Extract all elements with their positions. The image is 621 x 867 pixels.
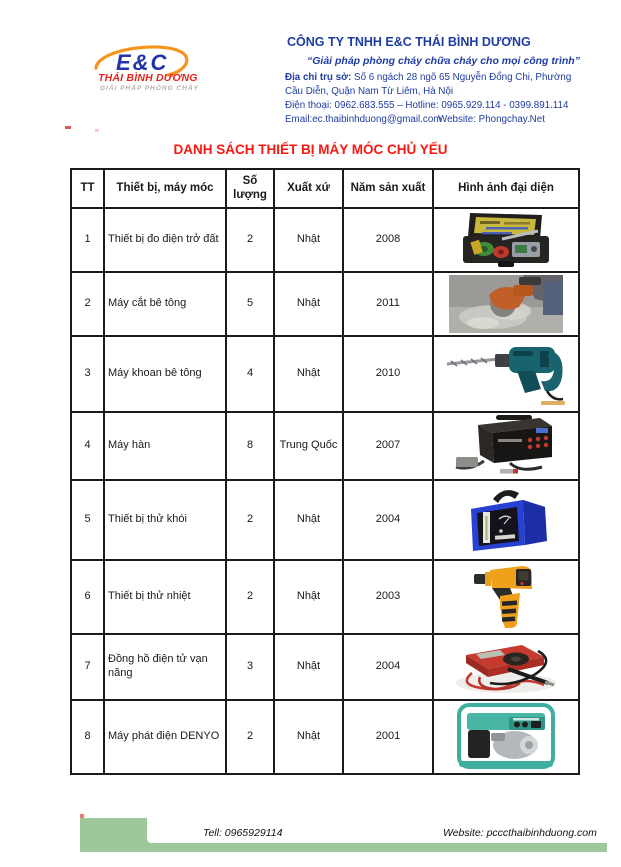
logo-brand-text: E&C [116,50,169,75]
equipment-origin: Nhật [274,480,343,560]
equipment-name: Thiết bị thử nhiệt [104,560,226,634]
digital-multimeter-image [450,637,562,697]
equipment-origin: Nhật [274,336,343,412]
address-label: Địa chỉ trụ sở: [285,72,352,83]
row-index: 7 [71,634,104,700]
red-mark-artifact [65,126,71,129]
equipment-year: 2003 [343,560,433,634]
equipment-name: Máy khoan bê tông [104,336,226,412]
equipment-image-cell [433,336,579,412]
equipment-qty: 2 [226,208,274,272]
company-name: CÔNG TY TNHH E&C THÁI BÌNH DƯƠNG [287,35,531,49]
equipment-name: Máy phát điện DENYO [104,700,226,774]
equipment-qty: 2 [226,480,274,560]
denyo-generator-image [453,703,559,771]
row-index: 6 [71,560,104,634]
equipment-name: Đồng hồ điện tử vạn năng [104,634,226,700]
equipment-year: 2011 [343,272,433,336]
row-index: 3 [71,336,104,412]
equipment-qty: 4 [226,336,274,412]
equipment-image-cell [433,480,579,560]
row-index: 2 [71,272,104,336]
footer-phone: Tell: 0965929114 [203,827,283,839]
table-row [71,272,579,336]
table-row [71,560,579,634]
equipment-name: Máy hàn [104,412,226,480]
logo-tagline: GIẢI PHÁP PHÒNG CHÁY [100,85,199,92]
table-row [71,336,579,412]
welding-machine-image [450,415,562,477]
page-title: DANH SÁCH THIẾT BỊ MÁY MÓC CHỦ YẾU [173,142,448,157]
company-slogan: “Giải pháp phòng cháy chữa cháy cho mọi công trình” [307,55,580,67]
equipment-image-cell [433,412,579,480]
equipment-image-cell [433,700,579,774]
col-header-tt: TT [71,169,104,208]
col-header-qty: Số lượng [226,169,274,208]
row-index: 5 [71,480,104,560]
equipment-name: Thiết bị đo điện trở đất [104,208,226,272]
table-header-row [71,169,579,208]
equipment-origin: Nhật [274,700,343,774]
hammer-drill-image [443,339,569,409]
company-email: Email:ec.thaibinhduong@gmail.com [285,114,442,125]
table-row [71,480,579,560]
col-header-name: Thiết bị, máy móc [104,169,226,208]
col-header-year: Năm sản xuất [343,169,433,208]
table-row [71,412,579,480]
table-row [71,700,579,774]
equipment-year: 2008 [343,208,433,272]
equipment-year: 2010 [343,336,433,412]
equipment-qty: 5 [226,272,274,336]
equipment-name: Máy cắt bê tông [104,272,226,336]
earth-resistance-tester-kit-image [454,211,558,269]
equipment-table [70,168,580,775]
equipment-year: 2001 [343,700,433,774]
row-index: 4 [71,412,104,480]
concrete-cutter-image [449,275,563,333]
smoke-tester-image [459,483,553,557]
equipment-origin: Nhật [274,272,343,336]
equipment-origin: Nhật [274,208,343,272]
company-website: Website: Phongchay.Net [438,114,545,125]
equipment-year: 2007 [343,412,433,480]
logo-brand-subtext: THÁI BÌNH DƯƠNG [98,72,198,84]
company-logo [96,44,216,104]
equipment-image-cell [433,634,579,700]
col-header-image: Hình ảnh đại diện [433,169,579,208]
row-index: 8 [71,700,104,774]
equipment-year: 2004 [343,480,433,560]
table-row [71,634,579,700]
equipment-image-cell [433,208,579,272]
equipment-origin: Nhật [274,634,343,700]
col-header-origin: Xuất xứ [274,169,343,208]
company-phone: Điện thoại: 0962.683.555 – Hotline: 0965.929.114 - 0399.891.114 [285,100,569,111]
table-row [71,208,579,272]
row-index: 1 [71,208,104,272]
equipment-origin: Trung Quốc [274,412,343,480]
equipment-origin: Nhật [274,560,343,634]
footer-website: Website: pcccthaibinhduong.com [443,827,597,839]
equipment-image-cell [433,560,579,634]
equipment-name: Thiết bị thử khói [104,480,226,560]
address-text: Số 6 ngách 28 ngõ 65 Nguyễn Đổng Chi, Phường Cầu Diễn, Quận Nam Từ Liêm, Hà Nội [285,72,572,97]
equipment-qty: 2 [226,560,274,634]
equipment-year: 2004 [343,634,433,700]
equipment-qty: 2 [226,700,274,774]
infrared-thermometer-image [472,563,540,631]
equipment-qty: 8 [226,412,274,480]
pink-mark-artifact [95,129,99,132]
equipment-image-cell [433,272,579,336]
company-address [285,71,590,98]
equipment-qty: 3 [226,634,274,700]
